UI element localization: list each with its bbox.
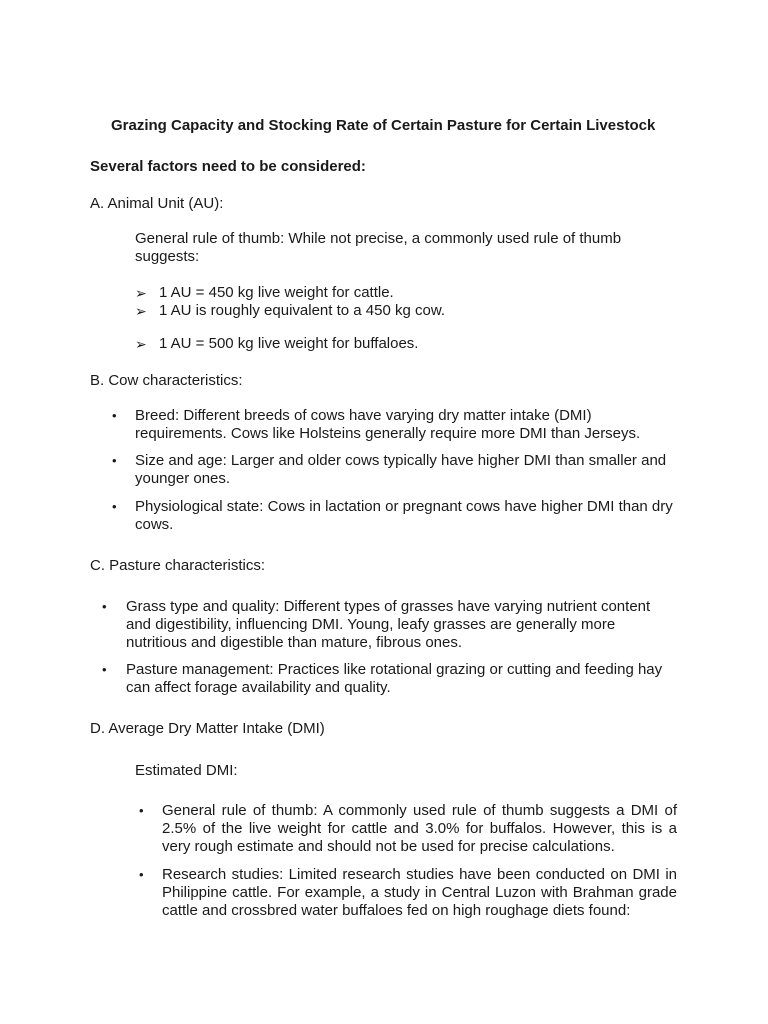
bullet-icon: • xyxy=(112,453,117,468)
section-b-list-item xyxy=(112,407,684,443)
section-a-list-item xyxy=(135,335,655,353)
section-b-list-item xyxy=(112,498,684,534)
section-c-item-text: Grass type and quality: Different types of grasses have varying nutrient content and digestibility, influencing DMI. Young, leafy grasses are generally more nutritious and digestible than mature, fibrous ones. xyxy=(126,598,651,651)
section-d-list-item xyxy=(139,802,677,856)
section-d-list-item xyxy=(139,866,677,920)
section-a-rule: General rule of thumb: While not precise, a commonly used rule of thumb suggests: xyxy=(135,230,622,265)
bullet-icon: • xyxy=(139,867,144,882)
section-b-heading: B. Cow characteristics: xyxy=(90,372,243,389)
bullet-icon: • xyxy=(102,599,107,614)
section-c-list-item xyxy=(102,661,672,697)
section-a-item-text: 1 AU = 500 kg live weight for buffaloes. xyxy=(159,335,419,352)
arrow-bullet-icon: ➢ xyxy=(135,285,147,301)
section-a-list-item xyxy=(135,302,655,320)
section-a-item-text: 1 AU is roughly equivalent to a 450 kg cow. xyxy=(159,302,446,319)
bullet-icon: • xyxy=(102,662,107,677)
document-title: Grazing Capacity and Stocking Rate of Certain Pasture for Certain Livestock xyxy=(111,117,656,134)
section-c-item-text: Pasture management: Practices like rotational grazing or cutting and feeding hay can affect forage availability and quality. xyxy=(126,661,663,696)
section-d-item-text: General rule of thumb: A commonly used rule of thumb suggests a DMI of 2.5% of the live weight for cattle and 3.0% for buffalos. However, this is a very rough estimate and should not be used for precise calculations. xyxy=(162,802,677,855)
section-b-list-item xyxy=(112,452,684,488)
section-d-subheading: Estimated DMI: xyxy=(135,762,238,779)
intro-heading: Several factors need to be considered: xyxy=(90,158,366,175)
section-c-list-item xyxy=(102,598,672,652)
bullet-icon: • xyxy=(112,499,117,514)
bullet-icon: • xyxy=(139,803,144,818)
bullet-icon: • xyxy=(112,408,117,423)
section-a-item-text: 1 AU = 450 kg live weight for cattle. xyxy=(159,284,394,301)
section-b-item-text: Physiological state: Cows in lactation or pregnant cows have higher DMI than dry cows. xyxy=(135,498,673,533)
section-a-heading: A. Animal Unit (AU): xyxy=(90,195,224,212)
section-d-heading: D. Average Dry Matter Intake (DMI) xyxy=(90,720,325,737)
arrow-bullet-icon: ➢ xyxy=(135,336,147,352)
section-b-item-text: Size and age: Larger and older cows typically have higher DMI than smaller and younger ones. xyxy=(135,452,667,487)
section-b-item-text: Breed: Different breeds of cows have varying dry matter intake (DMI) requirements. Cows like Holsteins generally require more DMI than Jerseys. xyxy=(135,407,641,442)
section-a-list-item xyxy=(135,284,655,302)
section-c-heading: C. Pasture characteristics: xyxy=(90,557,266,574)
arrow-bullet-icon: ➢ xyxy=(135,303,147,319)
section-d-item-text: Research studies: Limited research studies have been conducted on DMI in Philippine cattle. For example, a study in Central Luzon with Brahman grade cattle and crossbred water buffaloes fed on high roughage diets found: xyxy=(162,866,677,919)
